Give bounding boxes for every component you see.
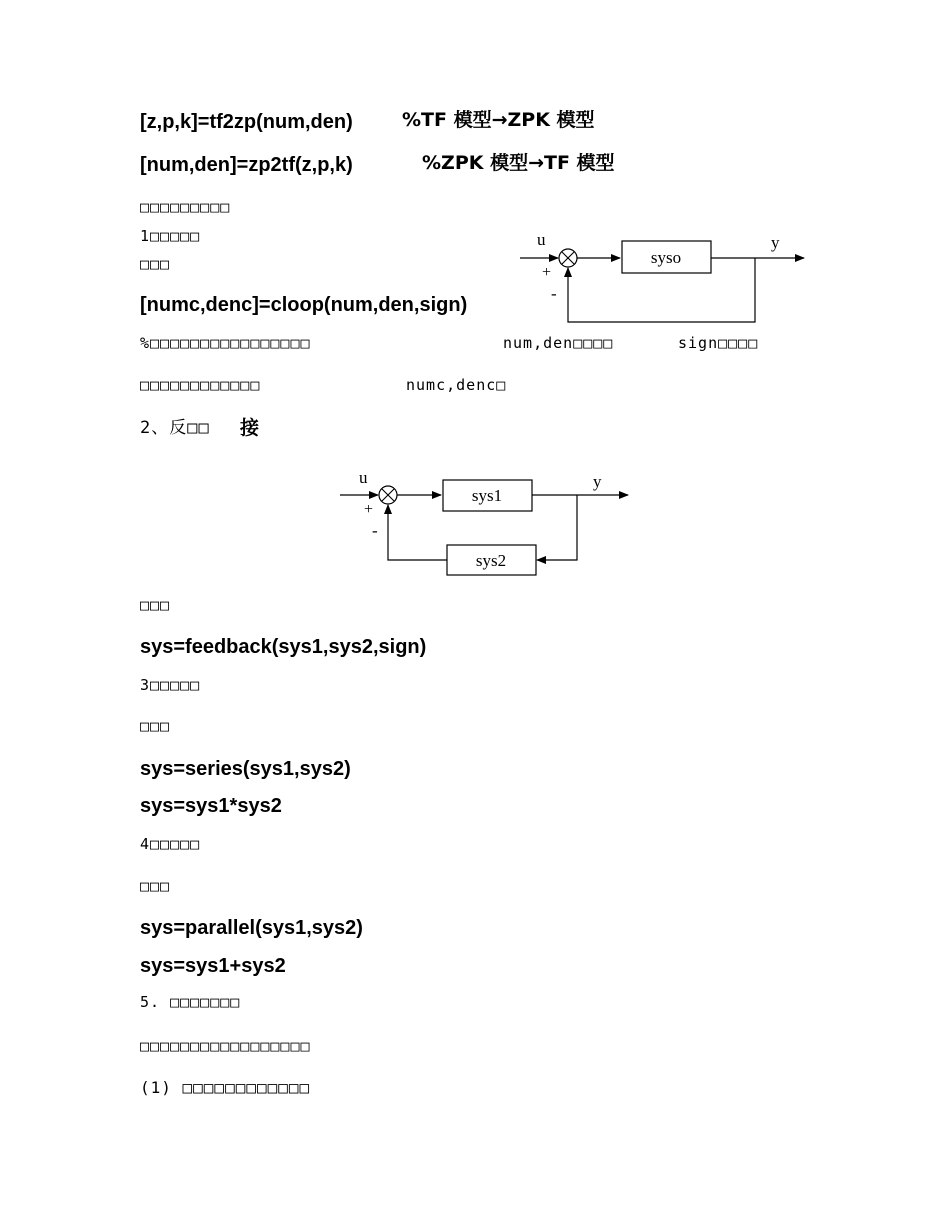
- minus-sign: -: [551, 284, 557, 303]
- zp2tf-code: [num,den]=zp2tf(z,p,k): [140, 154, 353, 176]
- format-label: □□□: [140, 596, 171, 614]
- zp2tf-comment: %ZPK 模型→TF 模型: [422, 152, 615, 174]
- format-label: □□□: [140, 717, 171, 735]
- item-5-description: □□□□□□□□□□□□□□□□□: [140, 1037, 311, 1055]
- sys2-label: sys2: [475, 551, 507, 570]
- feedback-path-left: [388, 505, 447, 560]
- cloop-result-vars: numc,denc□: [406, 376, 507, 394]
- input-label: u: [537, 230, 546, 249]
- tf2zp-code: [z,p,k]=tf2zp(num,den): [140, 111, 353, 133]
- series-code: sys=series(sys1,sys2): [140, 758, 351, 780]
- item-2-title: 2、反□□: [140, 418, 210, 438]
- plus-sign: +: [364, 501, 374, 518]
- parallel-code: sys=parallel(sys1,sys2): [140, 917, 363, 939]
- cloop-result-comment: □□□□□□□□□□□□: [140, 376, 261, 394]
- item-5-subitem-1: (1) □□□□□□□□□□□□: [140, 1078, 311, 1097]
- feedback-connection-diagram: [330, 468, 635, 580]
- sys1-label: sys1: [471, 486, 503, 505]
- item-5-title: 5. □□□□□□□: [140, 993, 241, 1011]
- output-label: y: [593, 472, 602, 491]
- format-label: □□□: [140, 877, 171, 895]
- parallel-add-code: sys=sys1+sys2: [140, 955, 286, 977]
- feedback-code: sys=feedback(sys1,sys2,sign): [140, 636, 427, 658]
- feedback-path-right: [537, 495, 577, 560]
- cloop-comment-args: num,den□□□□: [503, 334, 614, 352]
- series-mult-code: sys=sys1*sys2: [140, 795, 282, 817]
- cloop-comment-sign: sign□□□□: [678, 334, 759, 352]
- input-label: u: [359, 468, 368, 487]
- unity-feedback-diagram: [510, 228, 815, 328]
- cloop-code: [numc,denc]=cloop(num,den,sign): [140, 294, 468, 316]
- item-4-title: 4□□□□□: [140, 835, 201, 853]
- tf2zp-comment: %TF 模型→ZPK 模型: [402, 109, 595, 131]
- minus-sign: -: [372, 521, 378, 540]
- plus-sign: +: [542, 264, 552, 281]
- cloop-comment: %□□□□□□□□□□□□□□□□: [140, 334, 311, 352]
- section-heading-connections: □□□□□□□□□: [140, 198, 231, 216]
- block-label: syso: [650, 248, 682, 267]
- item-3-title: 3□□□□□: [140, 676, 201, 694]
- output-label: y: [771, 233, 780, 252]
- format-label: □□□: [140, 255, 171, 273]
- item-2-title-suffix: 接: [240, 417, 260, 439]
- item-1-title: 1□□□□□: [140, 227, 201, 245]
